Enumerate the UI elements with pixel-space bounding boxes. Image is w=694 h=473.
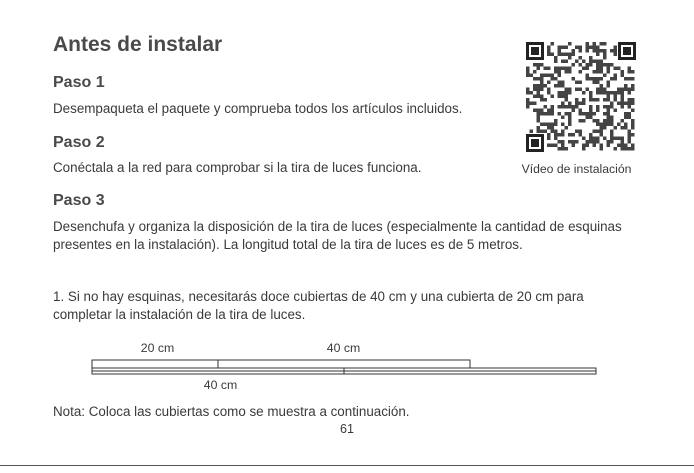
step-2-text: Conéctala a la red para comprobar si la tira de luces funciona. xyxy=(53,160,422,175)
step-3-title: Paso 3 xyxy=(53,192,105,209)
step-1-title: Paso 1 xyxy=(53,74,105,91)
step-1-text: Desempaqueta el paquete y comprueba todos los artículos incluidos. xyxy=(53,101,463,116)
label-40cm-top: 40 cm xyxy=(326,341,361,355)
step-3-text: Desenchufa y organiza la disposición de la tira de luces (especialmente la cantidad de esquinas presentes en la instalación). La longitud total de la tira de luces es de 5 metros. xyxy=(53,219,622,252)
cover-layout-diagram xyxy=(90,357,600,377)
label-20cm: 20 cm xyxy=(140,341,175,355)
step-2-title: Paso 2 xyxy=(53,134,105,151)
page-bottom-rule xyxy=(0,465,694,466)
page-title: Antes de instalar xyxy=(53,33,223,56)
cover-top-row xyxy=(92,360,470,368)
instruction-corners: 1. Si no hay esquinas, necesitarás doce cubiertas de 40 cm y una cubierta de 20 cm para completar la instalación de la tira de luces. xyxy=(53,289,584,322)
page-number: 61 xyxy=(340,422,354,436)
cover-note: Nota: Coloca las cubiertas como se muestra a continuación. xyxy=(53,404,410,419)
qr-caption: Vídeo de instalación xyxy=(521,162,632,176)
label-40cm-bottom: 40 cm xyxy=(203,378,238,392)
qr-code-icon xyxy=(526,42,636,152)
